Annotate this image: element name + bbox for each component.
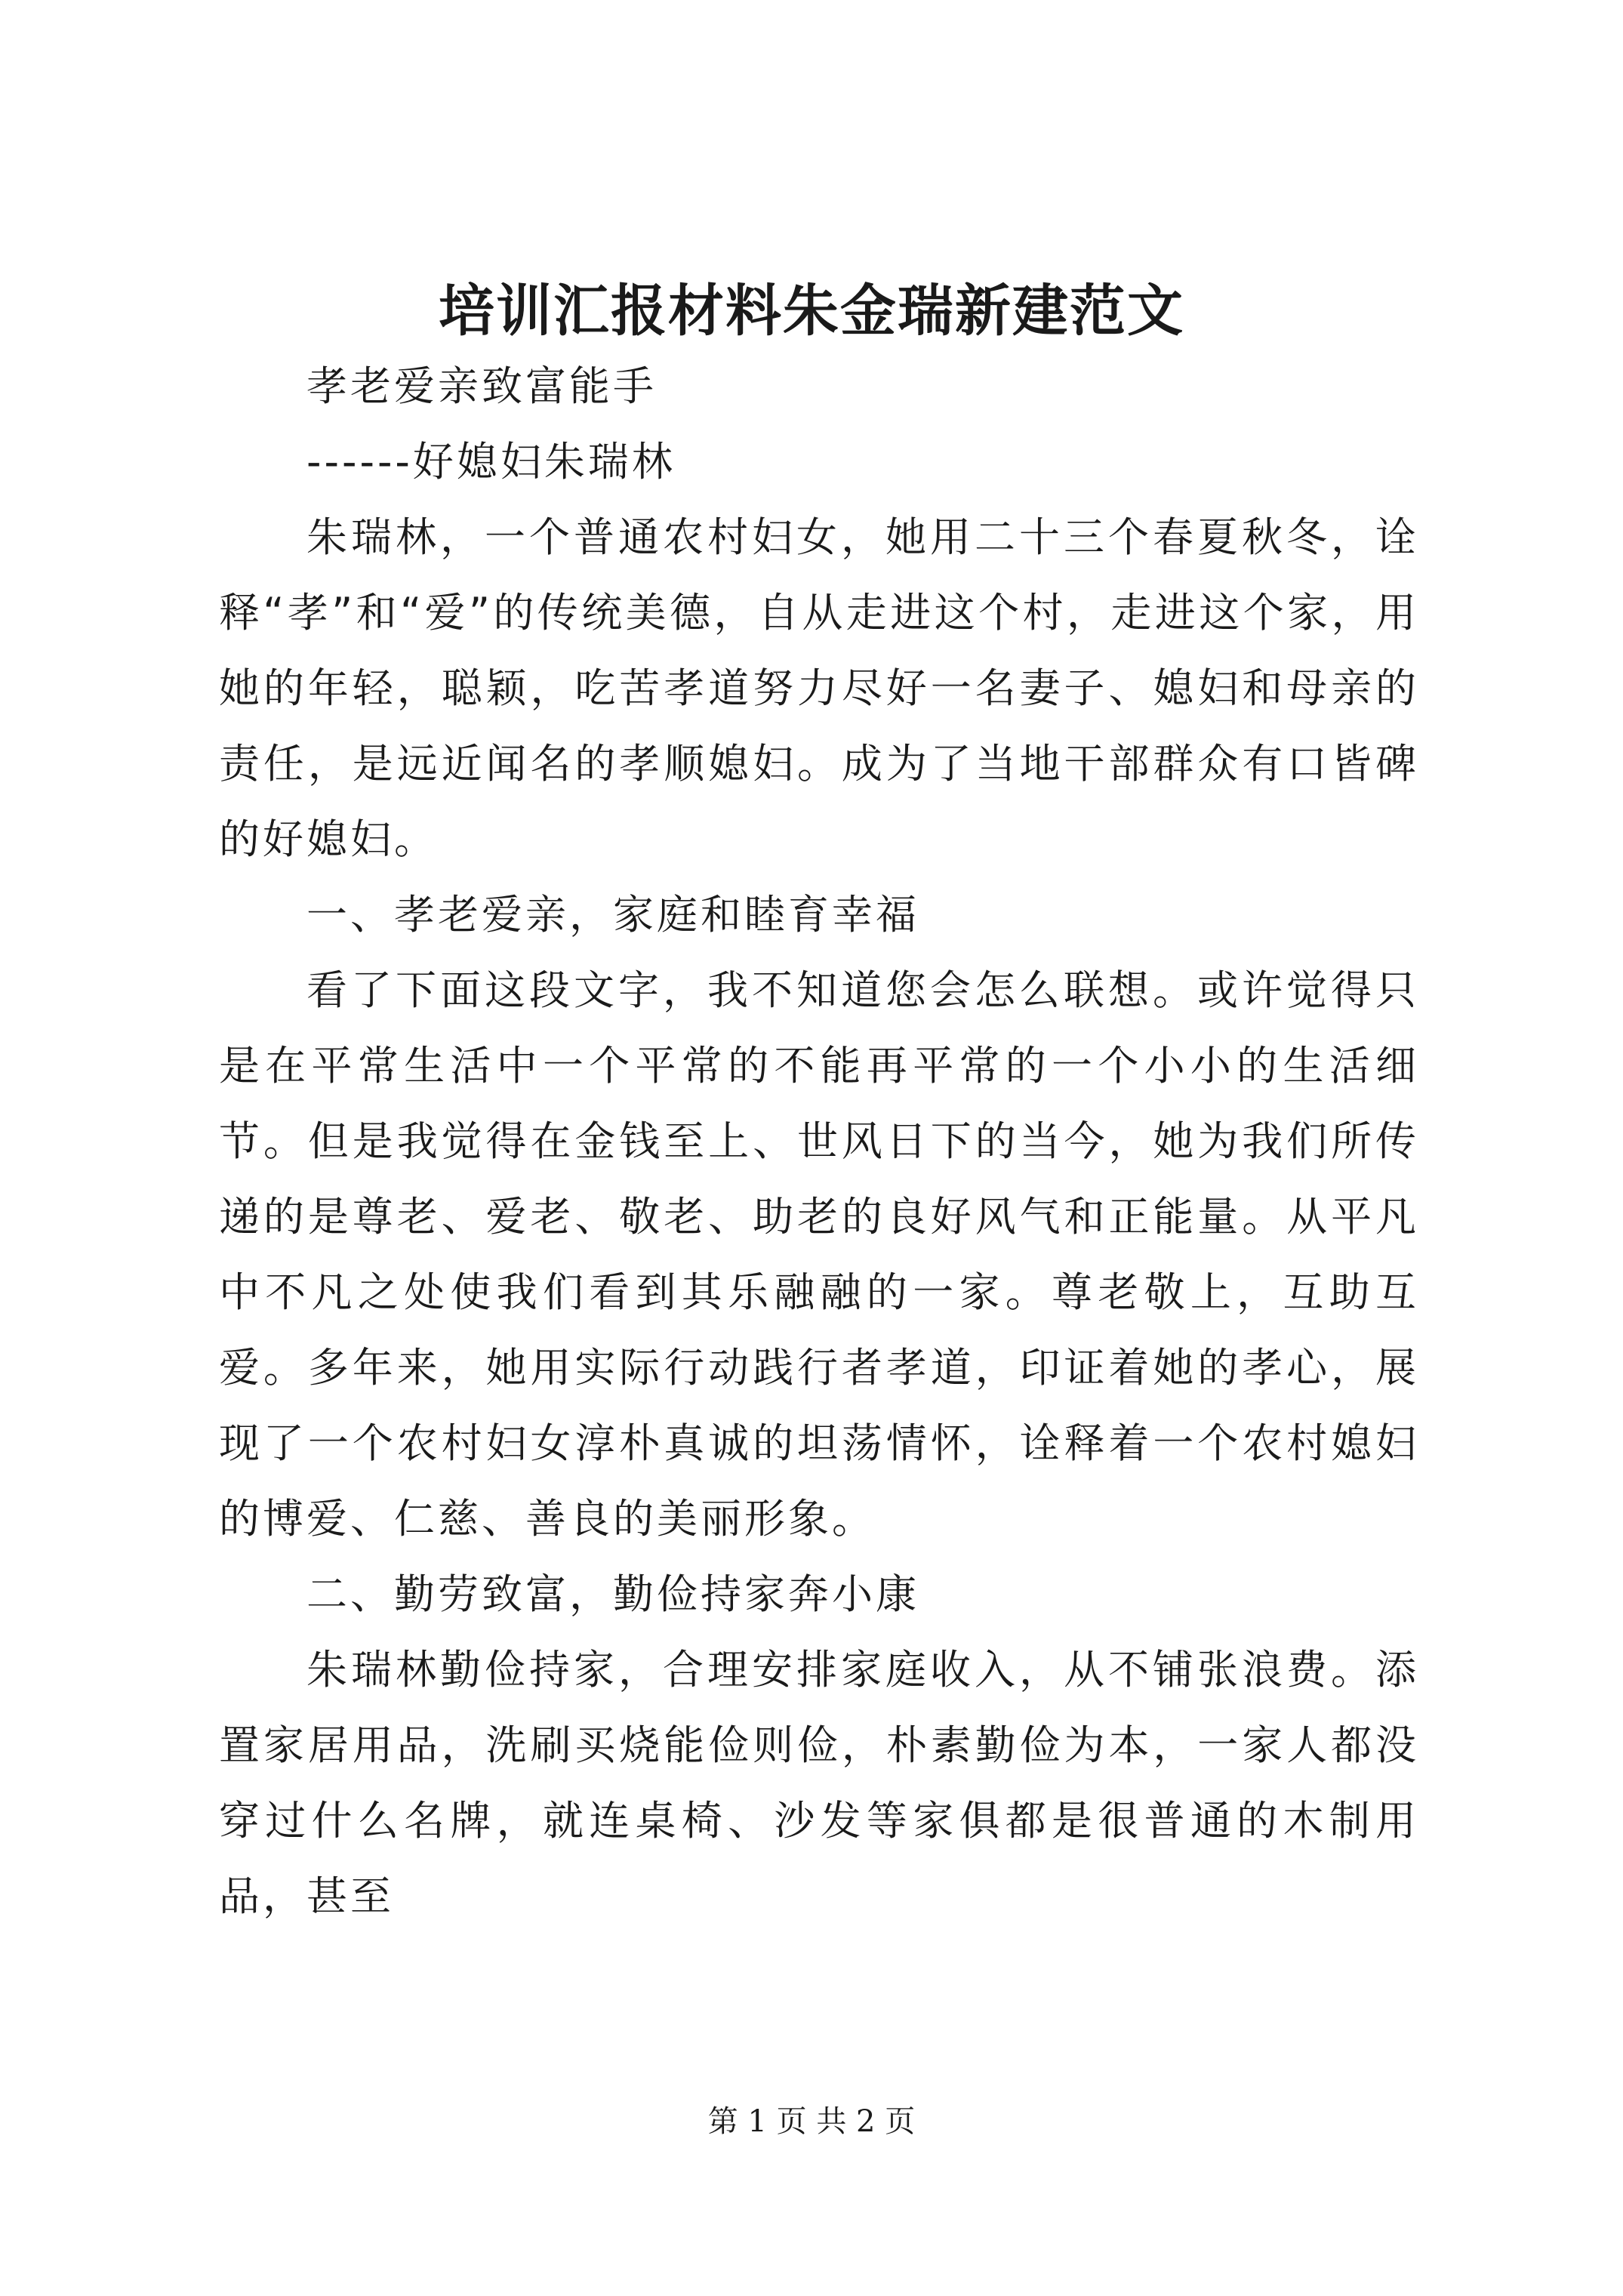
body-paragraph: 朱瑞林，一个普通农村妇女，她用二十三个春夏秋冬，诠释“孝”和“爱”的传统美德，自从走进这个村，走进这个家，用她的年轻，聪颖，吃苦孝道努力尽好一名妻子、媳妇和母亲的责任，是远近闻名的孝顺媳妇。成为了当地干部群众有口皆碑的好媳妇。 [219, 513, 1419, 863]
subtitle-line: 孝老爱亲致富能手 [306, 362, 657, 410]
body-paragraph: 看了下面这段文字，我不知道您会怎么联想。或许觉得只是在平常生活中一个平常的不能再平常的一个小小的生活细节。但是我觉得在金钱至上、世风日下的当今，她为我们所传递的是尊老、爱老、敬老、助老的良好风气和正能量。从平凡中不凡之处使我们看到其乐融融的一家。尊老敬上，互助互爱。多年来，她用实际行动践行者孝道，印证着她的孝心，展现了一个农村妇女淳朴真诚的坦荡情怀，诠释着一个农村媳妇的博爱、仁慈、善良的美丽形象。 [219, 966, 1419, 1542]
document-title: 培训汇报材料朱金瑞新建范文 [439, 279, 1184, 344]
body-paragraph: 朱瑞林勤俭持家，合理安排家庭收入，从不铺张浪费。添置家居用品，洗刷买烧能俭则俭，朴素勤俭为本，一家人都没穿过什么名牌，就连桌椅、沙发等家俱都是很普通的木制用品，甚至 [219, 1646, 1419, 1920]
byline: ------好媳妇朱瑞林 [306, 438, 676, 485]
section-heading: 一、孝老爱亲，家庭和睦育幸福 [306, 891, 919, 938]
section-heading: 二、勤劳致富，勤俭持家奔小康 [306, 1570, 919, 1618]
document-body [219, 349, 1419, 1934]
page-number-footer: 第 1 页 共 2 页 [707, 2104, 916, 2139]
